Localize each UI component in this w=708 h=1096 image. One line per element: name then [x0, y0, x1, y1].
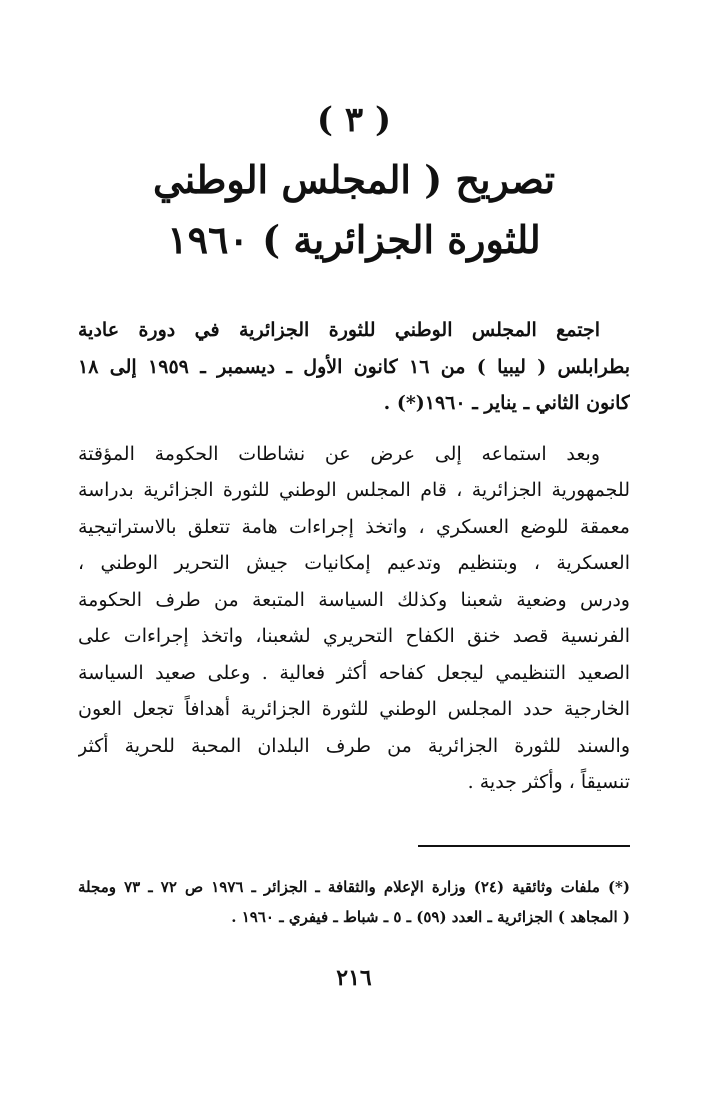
- paragraph-2-line: تنسيقاً ، وأكثر جدية .: [467, 771, 630, 793]
- paragraph-2-line: للجمهورية الجزائرية ، قام المجلس الوطني للثورة الجزائرية بدراسة: [78, 479, 630, 501]
- paragraph-1-line: بطرابلس ( ليبيا ) من ١٦ كانون الأول ـ ديسمبر ـ ١٩٥٩ إلى ١٨: [78, 355, 630, 378]
- footnote-line-1: (*) ملفات وثائقية (٢٤) وزارة الإعلام والثقافة ـ الجزائر ـ ١٩٧٦ ص ٧٢ ـ ٧٣ ومجلة: [78, 878, 630, 896]
- paragraph-2-line: الخارجية حدد المجلس الوطني للثورة الجزائرية أهدافاً تجعل العون: [78, 698, 630, 720]
- paragraph-2: [78, 436, 630, 801]
- title-line-1: تصريح ( المجلس الوطني: [152, 157, 556, 202]
- paragraph-2-line: وبعد استماعه إلى عرض عن نشاطات الحكومة المؤقتة: [78, 442, 600, 465]
- footnote-divider: [418, 845, 630, 847]
- paragraph-1-line: كانون الثاني ـ يناير ـ ١٩٦٠(*) .: [383, 392, 630, 414]
- chapter-number: ( ٣ ): [316, 100, 392, 140]
- body-text: [78, 312, 630, 801]
- footnote-line-2: ( المجاهد ) الجزائرية ـ العدد (٥٩) ـ ٥ ـ شباط ـ فيفري ـ ١٩٦٠ .: [231, 908, 630, 926]
- paragraph-2-line: الصعيد التنظيمي ليجعل كفاحه أكثر فعالية . وعلى صعيد السياسة: [78, 661, 630, 684]
- paragraph-1: [78, 312, 630, 422]
- paragraph-2-line: والسند للثورة الجزائرية من طرف البلدان المحبة للحرية أكثر: [78, 734, 630, 757]
- paragraph-2-line: معمقة للوضع العسكري ، واتخذ إجراءات هامة تتعلق بالاستراتيجية: [78, 515, 630, 538]
- title-line-2: للثورة الجزائرية ) ١٩٦٠: [167, 217, 541, 262]
- paragraph-2-line: ودرس وضعية شعبنا وكذلك السياسة المتبعة من طرف الحكومة: [78, 588, 630, 611]
- page-title: [90, 150, 618, 270]
- page-number: ٢١٦: [336, 965, 372, 991]
- paragraph-2-line: الفرنسية قصد خنق الكفاح التحريري لشعبنا، واتخذ إجراءات على: [78, 625, 630, 647]
- paragraph-1-line: اجتمع المجلس الوطني للثورة الجزائرية في دورة عادية: [78, 319, 600, 341]
- paragraph-2-line: العسكرية ، وبتنظيم وتدعيم إمكانيات جيش التحرير الوطني ،: [78, 552, 630, 574]
- footnote: [78, 872, 630, 932]
